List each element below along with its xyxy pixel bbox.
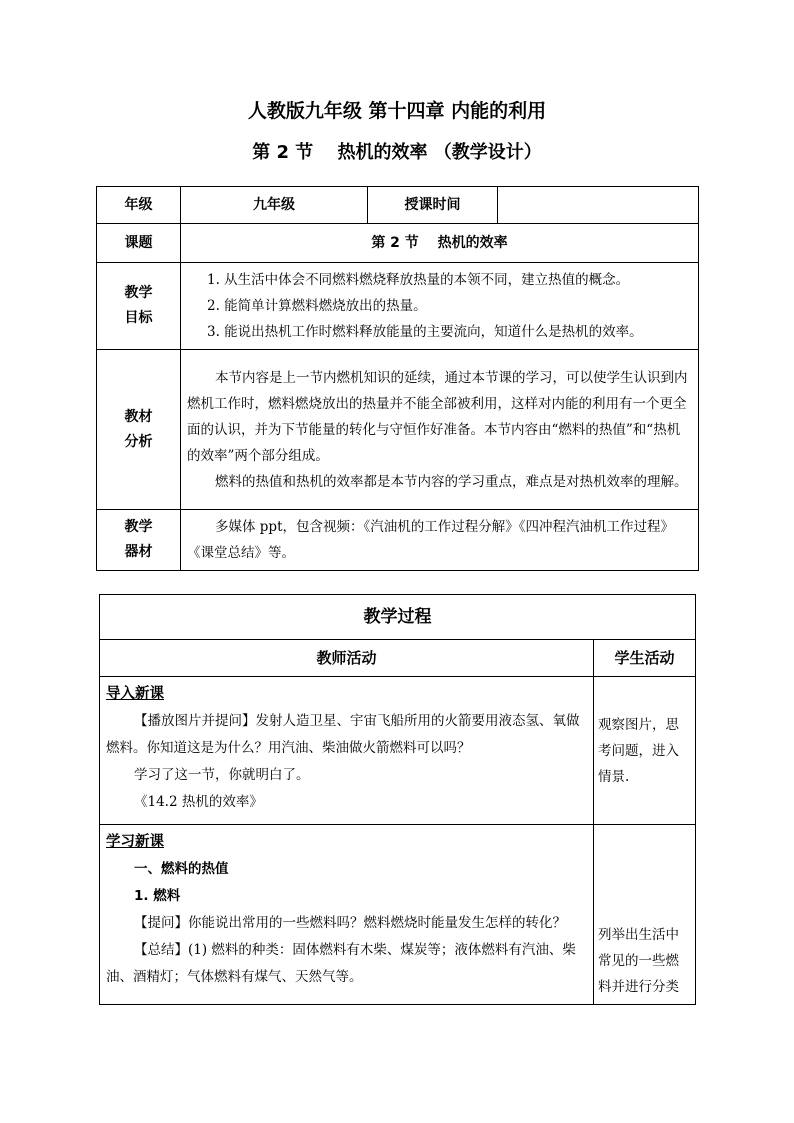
new-lesson-line: 【提问】你能说出常用的一些燃料吗？燃料燃烧时能量发生怎样的转化？ bbox=[134, 915, 566, 931]
time-value bbox=[498, 187, 699, 224]
process-title-row bbox=[100, 595, 696, 640]
intro-line: 《14.2 热机的效率》 bbox=[134, 794, 263, 810]
topic-row bbox=[97, 224, 699, 263]
document-title: 人教版九年级 第十四章 内能的利用 bbox=[247, 100, 547, 122]
goals-label bbox=[97, 263, 181, 350]
new-lesson-teacher-cell bbox=[100, 825, 594, 1005]
intro-line: 学习了这一节，你就明白了。 bbox=[134, 767, 310, 783]
student-activity-header: 学生活动 bbox=[594, 640, 696, 677]
analysis-paragraph: 本节内容是上一节内燃机知识的延续，通过本节课的学习，可以使学生认识到内燃机工作时，燃料燃烧放出的热量并不能全部被利用，这样对内能的利用有一个更全面的认识，并为下节能量的转化与守恒作好准备。本节内容由“燃料的热值”和“热机的效率”两个部分组成。 bbox=[187, 369, 688, 464]
analysis-row bbox=[97, 350, 699, 510]
intro-heading: 导入新课 bbox=[106, 686, 164, 702]
new-lesson-student-text: 列举出生活中常见的一些燃料并进行分类 bbox=[598, 927, 679, 995]
intro-student-text: 观察图片，思考问题，进入情景. bbox=[598, 716, 679, 785]
intro-line: 【播放图片并提问】发射人造卫星、宇宙飞船所用的火箭要用液态氢、氧做燃料。你知道这是为什么？用汽油、柴油做火箭燃料可以吗？ bbox=[106, 713, 580, 756]
document-subtitle: 第 2 节 热机的效率 （教学设计） bbox=[252, 142, 542, 163]
materials-label-text: 教学器材 bbox=[124, 519, 153, 560]
intro-teacher-cell bbox=[100, 677, 594, 825]
analysis-paragraph: 燃料的热值和热机的效率都是本节内容的学习重点，难点是对热机效率的理解。 bbox=[215, 473, 688, 490]
analysis-label-text: 教材分析 bbox=[124, 408, 153, 450]
new-lesson-student-cell bbox=[594, 825, 696, 1005]
time-label: 授课时间 bbox=[368, 187, 498, 224]
goal-item: 3. 能说出热机工作时燃料释放能量的主要流向，知道什么是热机的效率。 bbox=[207, 324, 643, 340]
intro-row bbox=[100, 677, 696, 825]
topic-value: 第 2 节 热机的效率 bbox=[181, 224, 699, 263]
analysis-text bbox=[181, 350, 699, 510]
new-lesson-heading: 学习新课 bbox=[106, 834, 164, 850]
teaching-process-table bbox=[99, 594, 696, 1005]
goals-label-text: 教学目标 bbox=[124, 285, 153, 326]
process-header-row bbox=[100, 640, 696, 677]
materials-row bbox=[97, 510, 699, 571]
new-lesson-line: 【总结】(1) 燃料的种类：固体燃料有木柴、煤炭等；液体燃料有汽油、柴油、酒精灯；气体燃料有煤气、天然气等。 bbox=[106, 942, 576, 985]
section-heading: 一、燃料的热值 bbox=[134, 861, 229, 877]
intro-student-cell bbox=[594, 677, 696, 825]
goal-item: 1. 从生活中体会不同燃料燃烧释放热量的本领不同，建立热值的概念。 bbox=[207, 272, 630, 288]
materials-text: 多媒体 ppt，包含视频：《汽油机的工作过程分解》《四冲程汽油机工作过程》《课堂总结》等。 bbox=[181, 510, 699, 571]
new-lesson-row bbox=[100, 825, 696, 1005]
grade-row bbox=[97, 187, 699, 224]
goal-item: 2. 能简单计算燃料燃烧放出的热量。 bbox=[207, 298, 427, 314]
goals-row bbox=[97, 263, 699, 350]
lesson-info-table bbox=[96, 186, 699, 571]
grade-label: 年级 bbox=[97, 187, 181, 224]
teacher-activity-header: 教师活动 bbox=[100, 640, 594, 677]
topic-label: 课题 bbox=[97, 224, 181, 263]
process-title: 教学过程 bbox=[100, 595, 696, 640]
subsection-heading: 1. 燃料 bbox=[134, 888, 181, 904]
grade-value: 九年级 bbox=[181, 187, 368, 224]
analysis-label bbox=[97, 350, 181, 510]
goals-list bbox=[181, 263, 699, 350]
materials-label bbox=[97, 510, 181, 571]
